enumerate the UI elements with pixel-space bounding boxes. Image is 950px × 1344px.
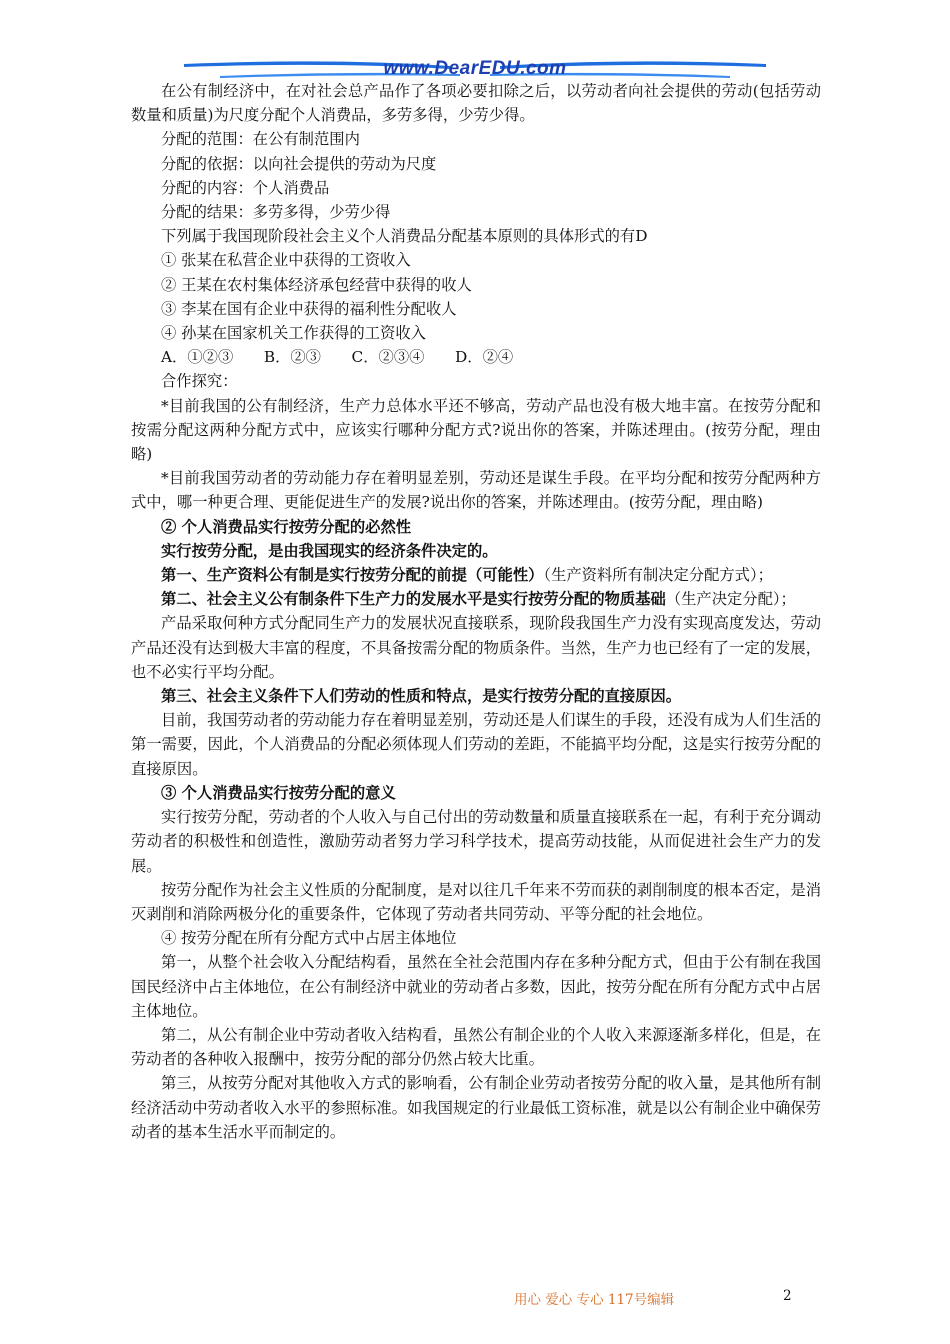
site-url[interactable]: www.DearEDU.com bbox=[383, 58, 567, 79]
paragraph: 下列属于我国现阶段社会主义个人消费品分配基本原则的具体形式的有D bbox=[161, 227, 648, 246]
paragraph: 合作探究： bbox=[161, 372, 238, 391]
paragraph: *目前我国的公有制经济，生产力总体水平还不够高，劳动产品也没有极大地丰富。在按劳分配和按需分配这两种分配方式中，应该实行哪种分配方式?说出你的答案，并陈述理由。(按劳分配，理由略) bbox=[131, 396, 821, 464]
paragraph: 实行按劳分配，劳动者的个人收入与自己付出的劳动数量和质量直接联系在一起，有利于充分调动劳动者的积极性和创造性，激励劳动者努力学习科学技术，提高劳动技能，从而促进社会生产力的发展。 bbox=[131, 808, 821, 875]
bold-run: 第一、生产资料公有制是实行按劳分配的前提（可能性） bbox=[161, 566, 544, 585]
paragraph: ④ 按劳分配在所有分配方式中占居主体地位 bbox=[161, 929, 457, 948]
document-body bbox=[131, 79, 821, 1144]
paragraph: ③ 李某在国有企业中获得的福利性分配收人 bbox=[161, 299, 457, 318]
paragraph: ② 王某在农村集体经济承包经营中获得的收人 bbox=[161, 275, 472, 294]
paragraph bbox=[131, 587, 821, 611]
bold-run: 第二、社会主义公有制条件下生产力的发展水平是实行按劳分配的物质基础 bbox=[161, 590, 666, 609]
paragraph: ③ 个人消费品实行按劳分配的意义 bbox=[161, 783, 396, 802]
paragraph: A．①②③ B．②③ C．②③④ D．②④ bbox=[161, 348, 514, 367]
paragraph: 第三，从按劳分配对其他收入方式的影响看，公有制企业劳动者按劳分配的收入量，是其他所有制经济活动中劳动者收入水平的参照标准。如我国规定的行业最低工资标准，就是以公有制企业中确保劳动者的基本生活水平而制定的。 bbox=[131, 1074, 821, 1141]
paragraph: 第一，从整个社会收入分配结构看，虽然在全社会范围内存在多种分配方式，但由于公有制在我国国民经济中占主体地位，在公有制经济中就业的劳动者占多数，因此，按劳分配在所有分配方式中占居主体地位。 bbox=[131, 953, 821, 1020]
paragraph: 分配的结果：多劳多得，少劳少得 bbox=[161, 203, 391, 222]
paragraph: 在公有制经济中，在对社会总产品作了各项必要扣除之后，以劳动者向社会提供的劳动(包括劳动数量和质量)为尺度分配个人消费品，多劳多得，少劳少得。 bbox=[131, 82, 821, 125]
paragraph bbox=[131, 563, 821, 587]
text-run: （生产资料所有制决定分配方式）； bbox=[543, 566, 773, 585]
page-number: 2 bbox=[783, 1288, 792, 1304]
paragraph: 按劳分配作为社会主义性质的分配制度，是对以往几千年来不劳而获的剥削制度的根本否定，是消灭剥削和消除两极分化的重要条件，它体现了劳动者共同劳动、平等分配的社会地位。 bbox=[131, 880, 821, 923]
paragraph: ④ 孙某在国家机关工作获得的工资收入 bbox=[161, 324, 426, 343]
paragraph: 第二，从公有制企业中劳动者收入结构看，虽然公有制企业的个人收入来源逐渐多样化，但是，在劳动者的各种收入报酬中，按劳分配的部分仍然占较大比重。 bbox=[131, 1025, 821, 1069]
paragraph: 第三、社会主义条件下人们劳动的性质和特点，是实行按劳分配的直接原因。 bbox=[161, 687, 682, 706]
paragraph: 目前，我国劳动者的劳动能力存在着明显差别，劳动还是人们谋生的手段，还没有成为人们生活的第一需要，因此，个人消费品的分配必须体现人们劳动的差距，不能搞平均分配，这是实行按劳分配的直接原因。 bbox=[131, 711, 821, 778]
paragraph: *目前我国劳动者的劳动能力存在着明显差别，劳动还是谋生手段。在平均分配和按劳分配两种方式中，哪一种更合理、更能促进生产的发展?说出你的答案，并陈述理由。(按劳分配，理由略) bbox=[131, 469, 821, 512]
text-run: （生产决定分配）； bbox=[665, 590, 796, 609]
paragraph: ① 张某在私营企业中获得的工资收入 bbox=[161, 251, 411, 270]
paragraph: 实行按劳分配，是由我国现实的经济条件决定的。 bbox=[161, 541, 498, 560]
paragraph: 分配的依据：以向社会提供的劳动为尺度 bbox=[161, 154, 437, 173]
footer-note: 用心 爱心 专心 117号编辑 bbox=[514, 1292, 675, 1308]
paragraph: 产品采取何种方式分配同生产力的发展状况直接联系，现阶段我国生产力没有实现高度发达，劳动产品还没有达到极大丰富的程度，不具备按需分配的物质条件。当然，生产力也已经有了一定的发展，也不必实行平均分配。 bbox=[131, 614, 821, 681]
paragraph: 分配的内容：个人消费品 bbox=[161, 178, 330, 197]
paragraph: 分配的范围：在公有制范围内 bbox=[161, 130, 360, 149]
paragraph: ② 个人消费品实行按劳分配的必然性 bbox=[161, 517, 412, 536]
